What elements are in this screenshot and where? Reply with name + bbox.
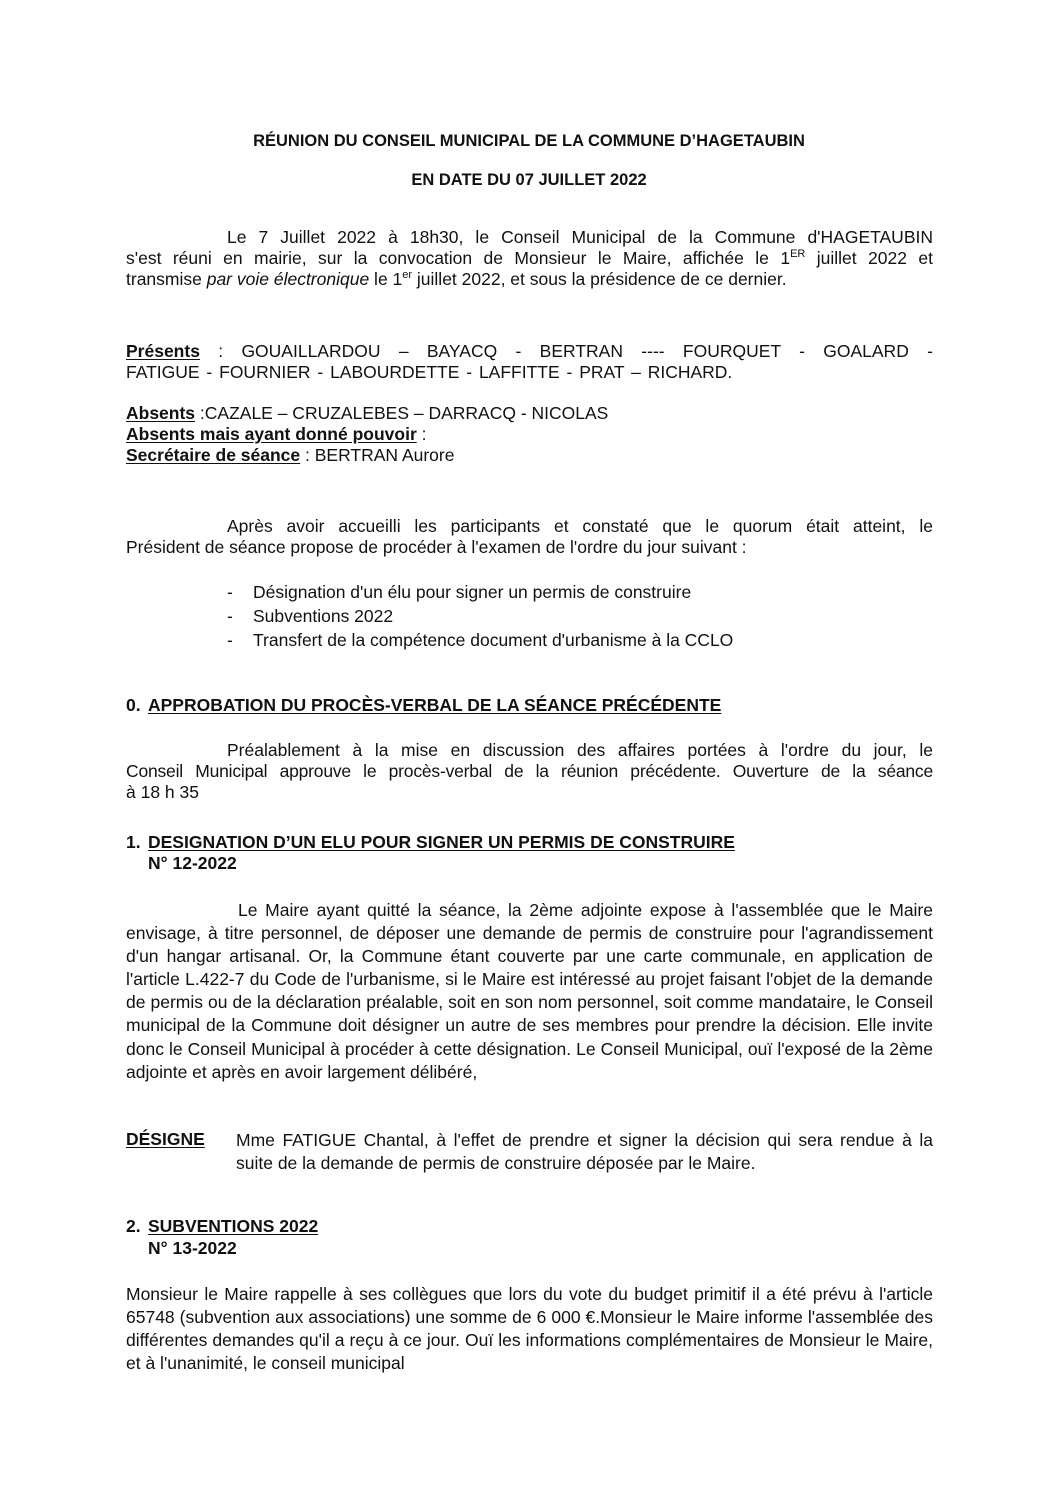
agenda-list <box>227 582 927 654</box>
intro-line-3: transmise par voie électronique le 1er juillet 2022, et sous la présidence de ce dernier. <box>126 269 787 289</box>
section-0-line-1: Préalablement à la mise en discussion des affaires portées à l'ordre du jour, le <box>227 740 933 760</box>
section-0-heading: 0. APPROBATION DU PROCÈS-VERBAL DE LA SÉANCE PRÉCÉDENTE <box>126 695 722 715</box>
intro-paragraph <box>126 227 933 290</box>
agenda-item: - Transfert de la compétence document d'urbanisme à la CCLO <box>227 630 734 650</box>
secretary-line: Secrétaire de séance : BERTRAN Aurore <box>126 445 455 465</box>
agenda-intro-line-2: Président de séance propose de procéder à l'examen de l'ordre du jour suivant : <box>126 537 747 557</box>
presents-line-1: Présents : GOUAILLARDOU – BAYACQ - BERTRAN ---- FOURQUET - GOALARD - <box>126 341 933 361</box>
proxy-line: Absents mais ayant donné pouvoir : <box>126 424 427 444</box>
document-date-title: EN DATE DU 07 JUILLET 2022 <box>411 171 647 189</box>
section-1-ref: N° 12-2022 <box>148 853 237 873</box>
attendance-absents <box>126 403 933 466</box>
agenda-item: - Subventions 2022 <box>227 606 394 626</box>
agenda-intro-line-1: Après avoir accueilli les participants et constaté que le quorum était atteint, le <box>227 516 933 536</box>
document-title: RÉUNION DU CONSEIL MUNICIPAL DE LA COMMUNE D’HAGETAUBIN <box>253 132 805 150</box>
secretary-label: Secrétaire de séance <box>126 445 301 465</box>
section-2-paragraph: Monsieur le Maire rappelle à ses collègues que lors du vote du budget primitif il a été prévu à l'article 65748 (subvention aux associations) une somme de 6 000 €.Monsieur le Maire informe l'assemblée des différentes demandes qu'il a reçu à ce jour. Ouï les informations complémentaires de Monsieur le Maire, et à l'unanimité, le conseil municipal <box>126 1284 933 1374</box>
presents-label: Présents <box>126 341 200 361</box>
section-0-paragraph <box>126 740 933 803</box>
agenda-item: - Désignation d'un élu pour signer un permis de construire <box>227 582 692 602</box>
attendance-presents <box>126 341 933 383</box>
section-2-heading: 2. SUBVENTIONS 2022 <box>126 1216 319 1236</box>
section-1-decision <box>126 1129 933 1175</box>
absents-line: Absents :CAZALE – CRUZALEBES – DARRACQ - NICOLAS <box>126 403 609 423</box>
presents-line-2: FATIGUE - FOURNIER - LABOURDETTE - LAFFITTE - PRAT – RICHARD. <box>126 362 733 382</box>
proxy-label: Absents mais ayant donné pouvoir <box>126 424 417 444</box>
decision-text: Mme FATIGUE Chantal, à l'effet de prendre et signer la décision qui sera rendue à la suite de la demande de permis de construire déposée par le Maire. <box>236 1130 933 1173</box>
intro-line-2: s'est réuni en mairie, sur la convocation de Monsieur le Maire, affichée le 1ER juillet 2022 et <box>126 248 933 268</box>
section-1-paragraph: Le Maire ayant quitté la séance, la 2ème adjointe expose à l'assemblée que le Maire envisage, à titre personnel, de déposer une demande de permis de construire pour l'agrandissement d'un hangar artisanal. Or, la Commune étant couverte par une carte communale, en application de l'article L.422-7 du Code de l'urbanisme, si le Maire est intéressé au projet faisant l'objet de la demande de permis ou de la déclaration préalable, soit en son nom personnel, soit comme mandataire, le Conseil municipal de la Commune doit désigner un autre de ses membres pour prendre la décision. Elle invite donc le Conseil Municipal à procéder à cette désignation. Le Conseil Municipal, ouï l'exposé de la 2ème adjointe et après en avoir largement délibéré, <box>126 900 933 1082</box>
agenda-intro <box>126 516 933 558</box>
section-0-line-3: à 18 h 35 <box>126 782 199 802</box>
section-0-line-2: Conseil Municipal approuve le procès-verbal de la réunion précédente. Ouverture de la séance <box>126 761 933 781</box>
intro-line-1: Le 7 Juillet 2022 à 18h30, le Conseil Municipal de la Commune d'HAGETAUBIN <box>227 227 933 247</box>
absents-label: Absents <box>126 403 196 423</box>
section-2-ref: N° 13-2022 <box>148 1238 237 1258</box>
section-1-heading: 1. DESIGNATION D’UN ELU POUR SIGNER UN PERMIS DE CONSTRUIRE <box>126 832 735 852</box>
decision-label: DÉSIGNE <box>126 1129 205 1149</box>
